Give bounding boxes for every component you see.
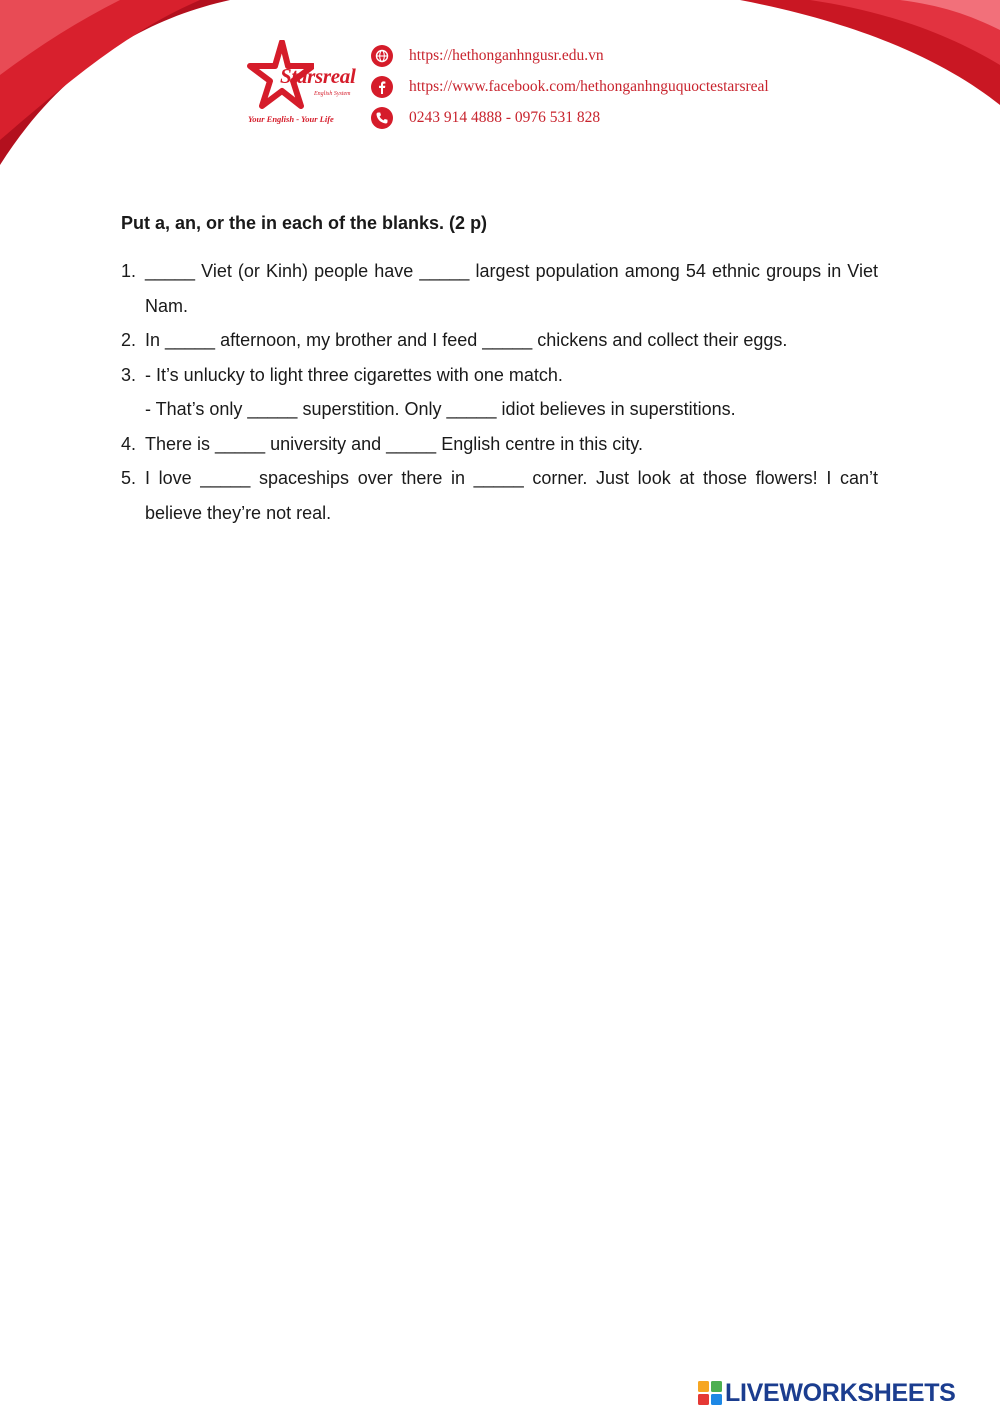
item-text: In _____ afternoon, my brother and I feed _____ chickens and collect their eggs.	[145, 330, 788, 350]
exercise-list	[121, 254, 878, 530]
exercise-item	[121, 254, 878, 323]
exercise-item	[121, 461, 878, 530]
facebook-icon	[371, 76, 393, 98]
worksheet	[121, 209, 878, 530]
item-text: - That’s only _____ superstition. Only _____ idiot believes in superstitions.	[145, 399, 736, 419]
contact-info	[371, 40, 769, 133]
liveworksheets-logo[interactable]	[698, 1380, 956, 1406]
phone-icon	[371, 107, 393, 129]
item-number: 3.	[121, 364, 137, 385]
facebook-link[interactable]: https://www.facebook.com/hethonganhnguquoctestarsreal	[409, 77, 769, 95]
facebook-row	[371, 71, 769, 102]
starsreal-logo	[244, 40, 359, 130]
item-number: 2.	[121, 330, 137, 350]
item-text: _____ Viet (or Kinh) people have _____ largest population among 54 ethnic groups in Viet Nam.	[145, 261, 878, 316]
exercise-item	[121, 427, 878, 462]
liveworksheets-wordmark: LIVEWORKSHEETS	[725, 1378, 956, 1407]
exercise-item	[121, 358, 878, 427]
phone-row	[371, 102, 769, 133]
liveworksheets-icon	[698, 1381, 722, 1405]
globe-icon	[371, 45, 393, 67]
brand-tagline: Your English - Your Life	[248, 114, 334, 124]
item-text: There is _____ university and _____ English centre in this city.	[145, 433, 643, 454]
item-text: - It’s unlucky to light three cigarettes with one match.	[145, 364, 563, 385]
item-number: 5.	[121, 468, 137, 488]
brand-name: Starsreal	[280, 64, 356, 88]
instruction-heading: Put a, an, or the in each of the blanks. (2 p)	[121, 213, 488, 233]
brand-subtitle: English System	[314, 91, 351, 97]
phone-numbers: 0243 914 4888 - 0976 531 828	[409, 108, 601, 126]
item-text: I love _____ spaceships over there in _____ corner. Just look at those flowers! I can’t believe they’re not real.	[145, 468, 878, 523]
website-link[interactable]: https://hethonganhngusr.edu.vn	[409, 46, 604, 64]
item-number: 1.	[121, 261, 137, 281]
exercise-item	[121, 323, 878, 358]
website-row	[371, 40, 769, 71]
item-number: 4.	[121, 433, 137, 454]
